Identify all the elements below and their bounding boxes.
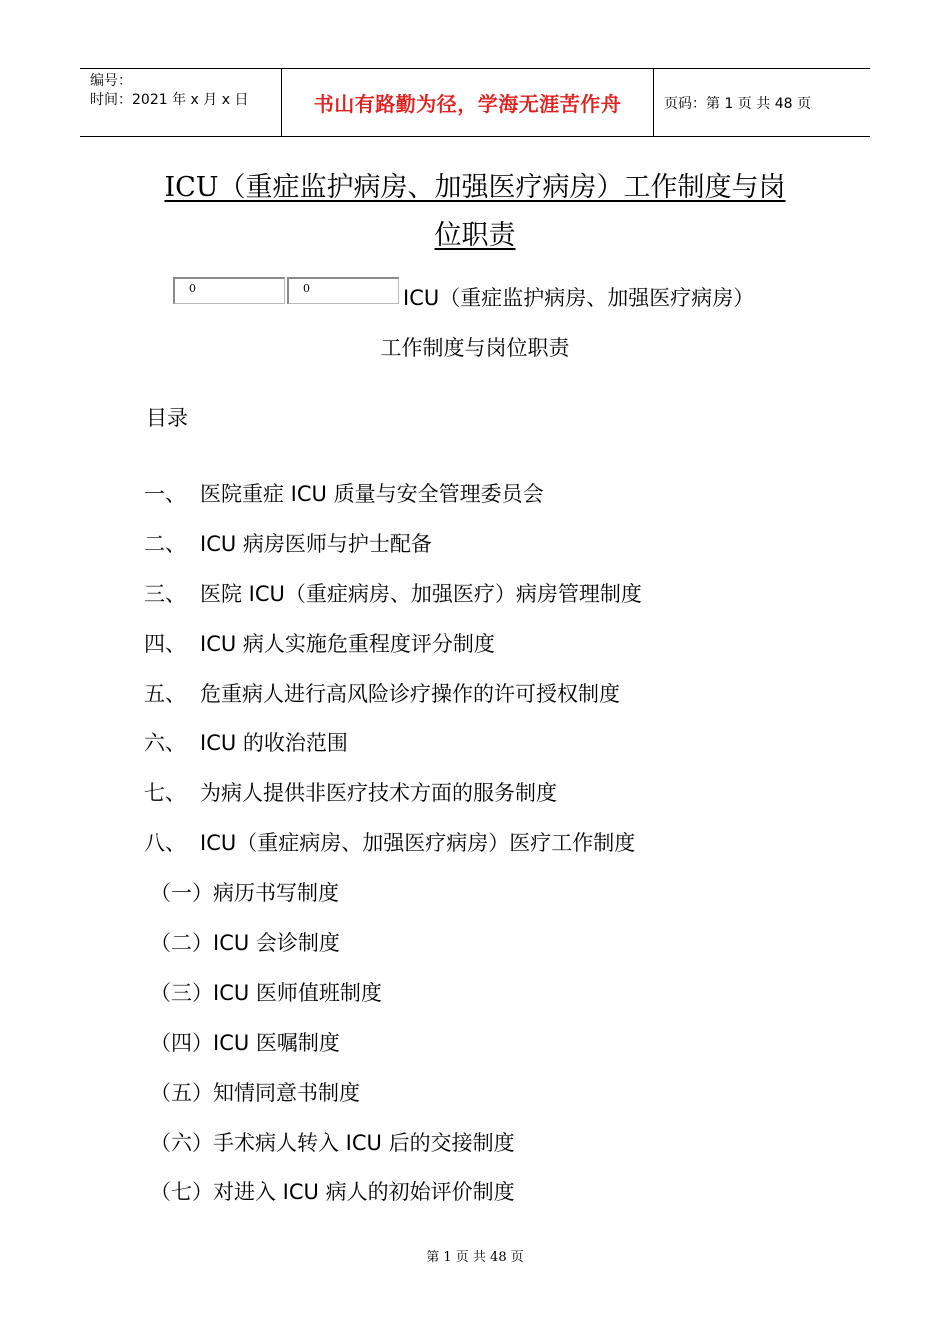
toc-item-text: ICU（重症病房、加强医疗病房）医疗工作制度 [200,831,636,856]
document-title [120,164,830,260]
toc-item-text: （三）ICU 医师值班制度 [150,980,382,1005]
page-footer: 第 1 页 共 48 页 [426,1250,524,1265]
toc-item [144,678,642,728]
toc-item [144,1027,642,1077]
subtitle-line-2: 工作制度与岗位职责 [380,336,570,360]
form-field-2[interactable]: 0 [287,277,399,304]
toc-item [144,528,642,578]
header-motto-cell [282,69,654,136]
toc-item-text: 危重病人进行高风险诊疗操作的许可授权制度 [200,681,620,706]
toc-item-number: 四、 [144,631,186,656]
toc-item [144,1077,642,1127]
title-line-1: ICU（重症监护病房、加强医疗病房）工作制度与岗 [164,172,786,203]
toc-item [144,777,642,827]
motto-text: 书山有路勤为径，学海无涯苦作舟 [313,92,622,116]
toc-item [144,827,642,877]
toc-item-text: ICU 的收治范围 [200,731,348,756]
form-fields [173,277,401,304]
header-page-info [654,69,870,136]
toc-item-text: 医院重症 ICU 质量与安全管理委员会 [200,482,544,506]
toc-item-text: （一）病历书写制度 [150,881,339,906]
toc-item-number: 七、 [144,781,186,806]
toc-item-text: 医院 ICU（重症病房、加强医疗）病房管理制度 [200,581,642,606]
toc-item-text: ICU 病房医师与护士配备 [200,531,432,556]
page-info: 页码：第 1 页 共 48 页 [664,95,811,112]
toc-item [144,1176,642,1226]
date-line: 时间：2021 年 x 月 x 日 [90,92,249,108]
subtitle-line-1: ICU（重症监护病房、加强医疗病房） [403,286,755,310]
toc-item-text: （七）对进入 ICU 病人的初始评价制度 [150,1180,515,1205]
toc-item [144,927,642,977]
toc-item [144,478,642,528]
toc-item-number: 一、 [144,482,186,506]
toc-item-text: （六）手术病人转入 ICU 后的交接制度 [150,1130,515,1155]
table-of-contents [144,478,642,1226]
toc-item-number: 八、 [144,831,186,856]
toc-item [144,578,642,628]
title-line-2: 位职责 [434,220,516,251]
toc-item [144,1127,642,1177]
toc-item-text: （四）ICU 医嘱制度 [150,1030,340,1055]
page-header [80,68,870,137]
toc-item-number: 三、 [144,581,186,606]
toc-item-text: （二）ICU 会诊制度 [150,931,340,956]
toc-item-number: 二、 [144,531,186,556]
toc-item [144,727,642,777]
toc-item [144,877,642,927]
toc-item-text: 为病人提供非医疗技术方面的服务制度 [200,781,557,806]
toc-item [144,977,642,1027]
toc-heading: 目录 [146,406,188,430]
form-field-1[interactable]: 0 [173,277,285,304]
number-label: 编号： [90,73,132,89]
toc-item-number: 六、 [144,731,186,756]
toc-item [144,628,642,678]
header-meta [80,69,282,136]
toc-item-text: ICU 病人实施危重程度评分制度 [200,631,495,656]
toc-item-number: 五、 [144,681,186,706]
toc-item-text: （五）知情同意书制度 [150,1080,360,1105]
